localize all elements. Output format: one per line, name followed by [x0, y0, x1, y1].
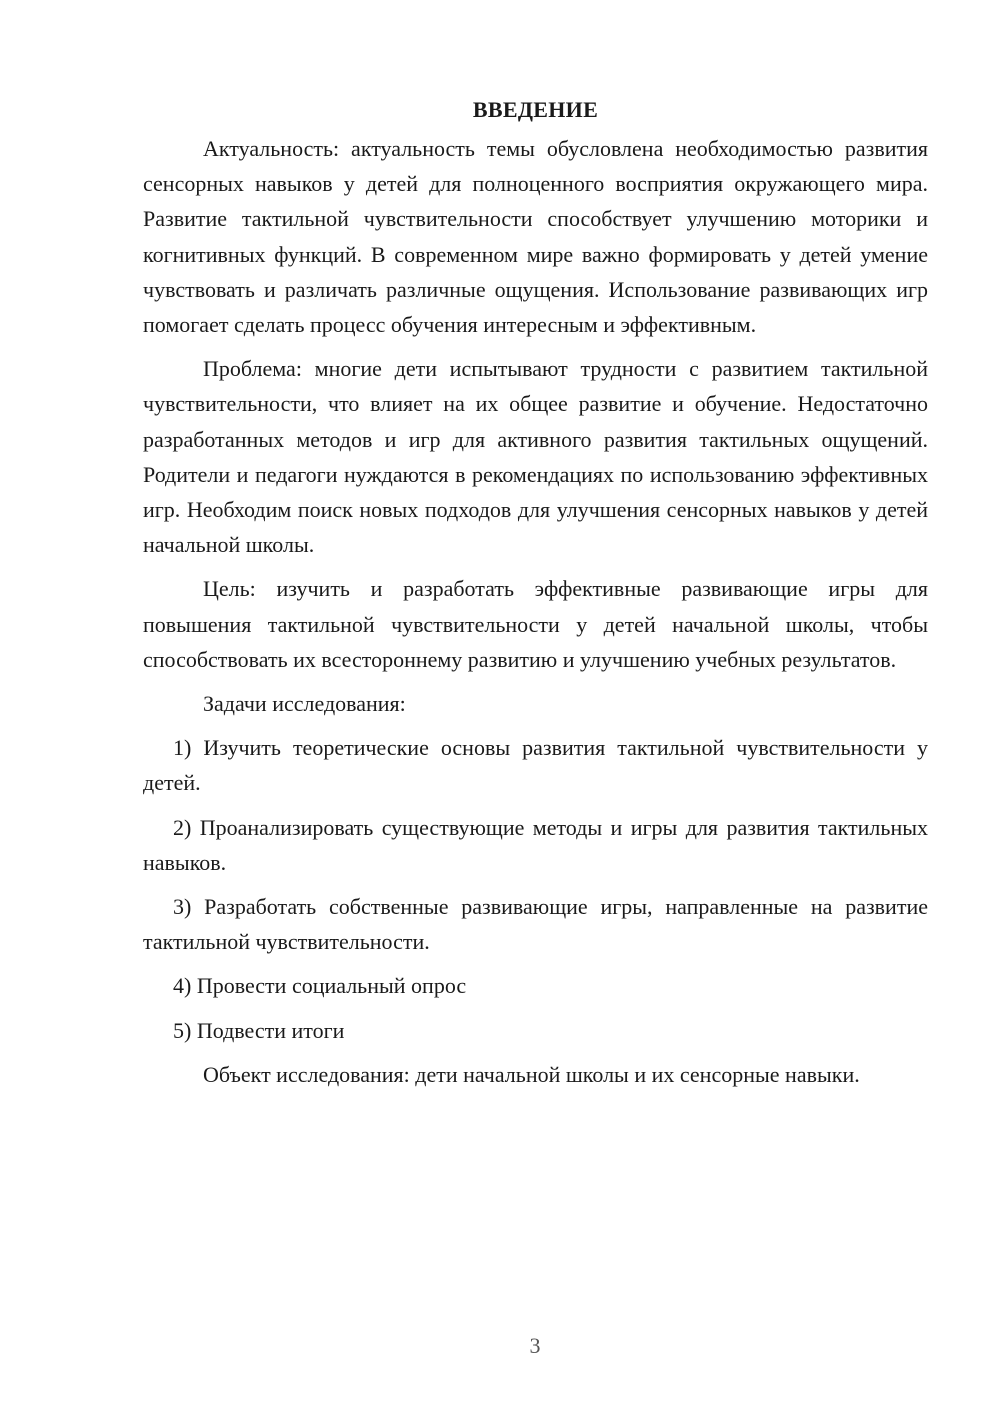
relevance-paragraph: Актуальность: актуальность темы обусловлена необходимостью развития сенсорных навыков у детей для полноценного восприятия окружающего мира. Развитие тактильной чувствительности способствует улучшению моторики и когнитивных функций. В современном мире важно формировать у детей умение чувствовать и различать различные ощущения. Использование развивающих игр помогает сделать процесс обучения интересным и эффективным. [143, 136, 928, 338]
tasks-heading: Задачи исследования: [203, 691, 406, 717]
page-content [143, 92, 928, 1101]
task-item: 4) Провести социальный опрос [173, 973, 467, 999]
problem-paragraph: Проблема: многие дети испытывают трудности с развитием тактильной чувствительности, что влияет на их общее развитие и обучение. Недостаточно разработанных методов и игр для активного развития тактильных ощущений. Родители и педагоги нуждаются в рекомендациях по использованию эффективных игр. Необходим поиск новых подходов для улучшения сенсорных навыков у детей начальной школы. [143, 356, 928, 558]
page-title: ВВЕДЕНИЕ [472, 97, 599, 122]
goal-paragraph: Цель: изучить и разработать эффективные развивающие игры для повышения тактильной чувствительности у детей начальной школы, чтобы способствовать их всестороннему развитию и улучшению учебных результатов. [143, 576, 928, 672]
task-item: 3) Разработать собственные развивающие игры, направленные на развитие тактильной чувствительности. [143, 894, 928, 955]
task-item: 5) Подвести итоги [173, 1017, 345, 1043]
object-paragraph: Объект исследования: дети начальной школы и их сенсорные навыки. [203, 1061, 860, 1087]
page-number: 3 [529, 1333, 541, 1358]
task-item: 2) Проанализировать существующие методы и игры для развития тактильных навыков. [143, 814, 928, 875]
task-item: 1) Изучить теоретические основы развития тактильной чувствительности у детей. [143, 735, 928, 796]
